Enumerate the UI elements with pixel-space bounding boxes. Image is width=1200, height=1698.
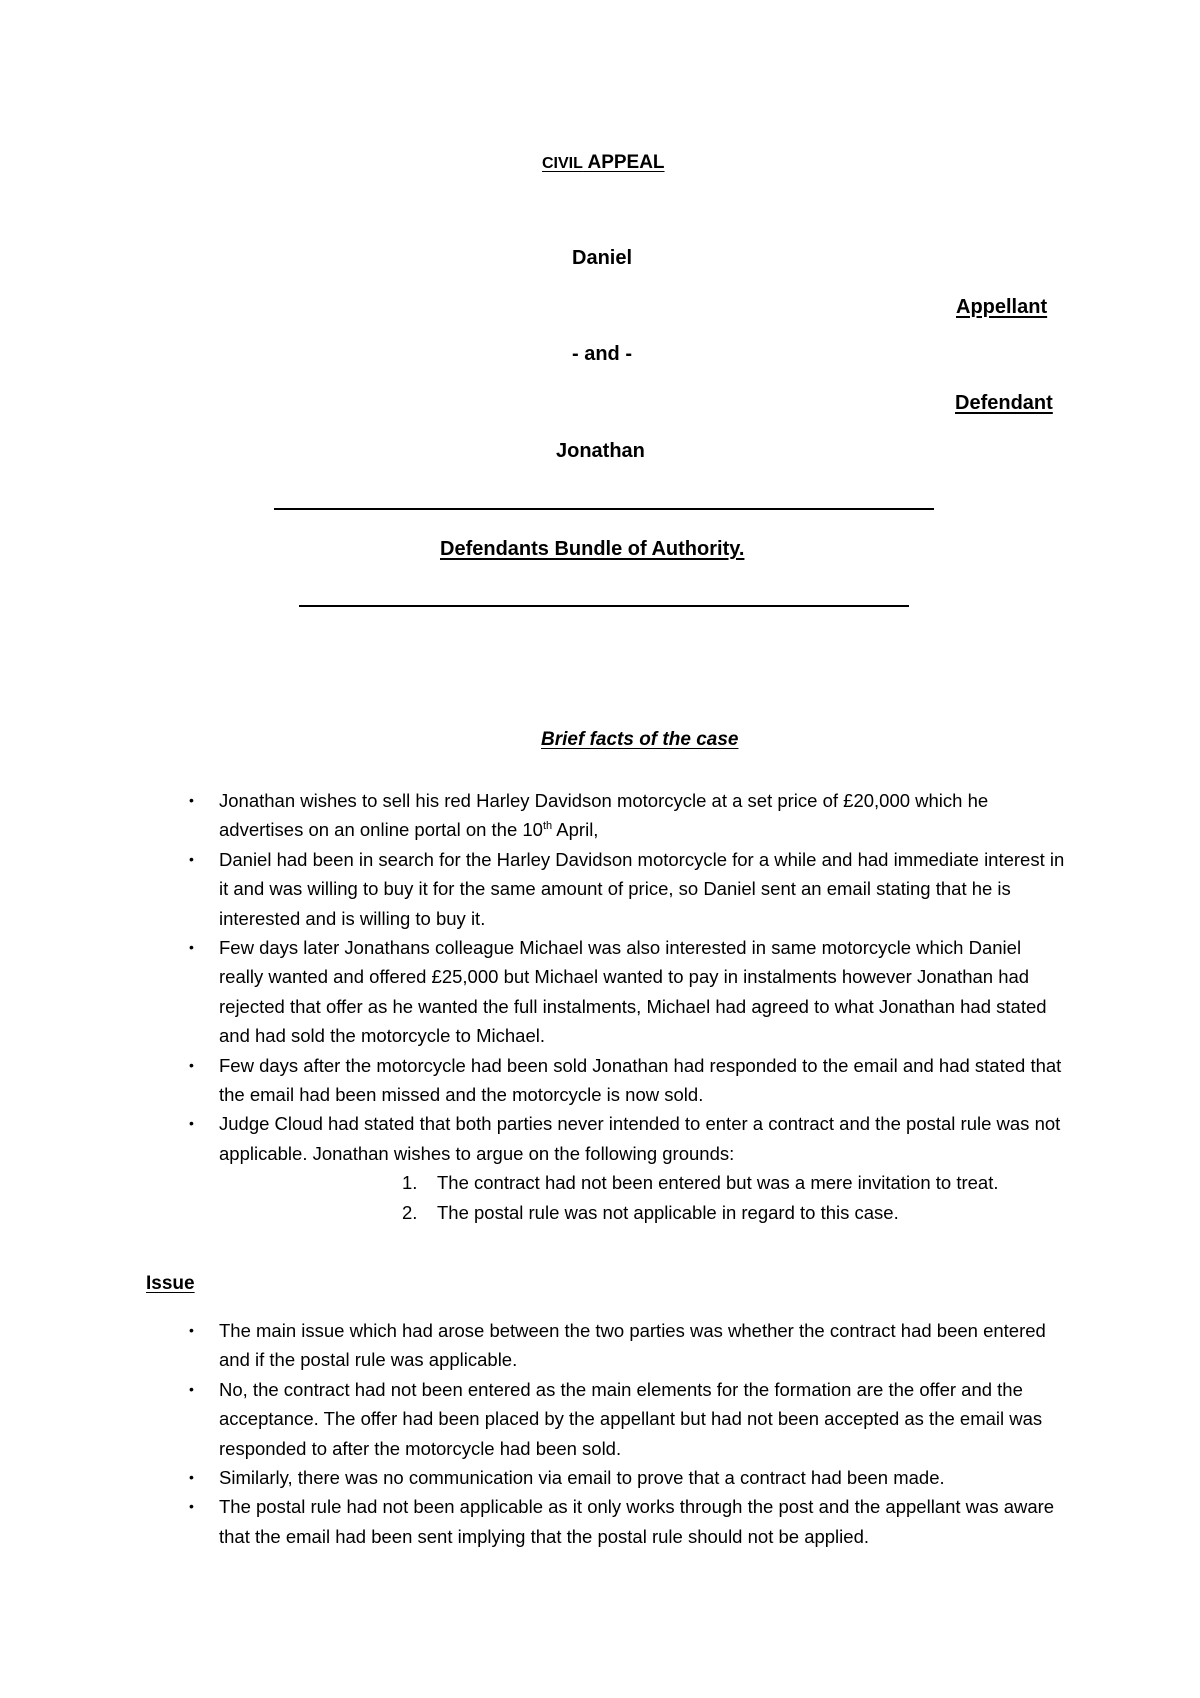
- defendant-role: Defendant: [955, 392, 1053, 414]
- fact-text: Judge Cloud had stated that both parties never intended to enter a contract and the postal rule was not applicable. Jonathan wishes to argue on the following grounds:: [219, 1113, 1061, 1164]
- civil-label: CIVIL: [542, 155, 583, 172]
- list-item: [189, 933, 1069, 1051]
- fact-text: Few days after the motorcycle had been sold Jonathan had responded to the email and had stated that the email had been missed and the motorcycle is now sold.: [219, 1054, 1062, 1106]
- list-item: [189, 1316, 1069, 1375]
- case-type-title: [542, 152, 665, 174]
- issue-list: [189, 1316, 1069, 1551]
- facts-heading: Brief facts of the case: [541, 729, 739, 750]
- facts-list: [189, 786, 1069, 1227]
- bundle-title: Defendants Bundle of Authority.: [440, 538, 745, 560]
- bullet-icon: •: [189, 850, 194, 867]
- appellant-role: Appellant: [956, 296, 1048, 318]
- ground-text: The contract had not been entered but was a mere invitation to treat.: [437, 1172, 999, 1194]
- list-item: [189, 786, 1069, 845]
- list-item: [189, 1492, 1069, 1551]
- list-item: [189, 1463, 1069, 1492]
- ground-item: [402, 1198, 1037, 1227]
- bullet-icon: •: [189, 1115, 194, 1132]
- bullet-icon: •: [189, 939, 194, 956]
- list-item: [189, 1109, 1069, 1227]
- list-item: [189, 1375, 1069, 1463]
- top-divider: [274, 508, 934, 510]
- bullet-icon: •: [189, 1469, 194, 1486]
- appeal-label: APPEAL: [587, 152, 665, 173]
- issue-heading: Issue: [146, 1273, 195, 1294]
- issue-text: No, the contract had not been entered as the main elements for the formation are the offer and the acceptance. The offer had been placed by the appellant but had not been accepted as the email was responded to after the motorcycle had been sold.: [219, 1378, 1043, 1459]
- issue-text: Similarly, there was no communication via email to prove that a contract had been made.: [219, 1467, 945, 1489]
- ground-number: 1.: [402, 1172, 418, 1194]
- issue-text: The main issue which had arose between the two parties was whether the contract had been entered and if the postal rule was applicable.: [219, 1320, 1046, 1371]
- fact-text: Few days later Jonathans colleague Michael was also interested in same motorcycle which Daniel really wanted and offered £25,000 but Michael wanted to pay in instalments however Jonathan had rejected that offer as he wanted the full instalments, Michael had agreed to what Jonathan had stated and had sold the motorcycle to Michael.: [219, 937, 1047, 1047]
- bullet-icon: •: [189, 1056, 194, 1073]
- list-item: [189, 1051, 1069, 1110]
- fact-superscript: th: [542, 820, 553, 833]
- bullet-icon: •: [189, 1380, 194, 1397]
- bullet-icon: •: [189, 1498, 194, 1515]
- grounds-list: [402, 1168, 1037, 1227]
- bottom-divider: [299, 605, 909, 607]
- appellant-name: Daniel: [572, 247, 633, 269]
- ground-number: 2.: [402, 1201, 418, 1223]
- issue-text: The postal rule had not been applicable as it only works through the post and the appellant was aware that the email had been sent implying that the postal rule should not be applied.: [219, 1496, 1055, 1547]
- list-item: [189, 845, 1069, 933]
- defendant-name: Jonathan: [556, 440, 645, 462]
- ground-text: The postal rule was not applicable in regard to this case.: [437, 1201, 899, 1223]
- bullet-icon: •: [189, 792, 194, 808]
- fact-text: Jonathan wishes to sell his red Harley Davidson motorcycle at a set price of £20,000 which he advertises on an online portal on the 10: [219, 790, 989, 841]
- fact-text-tail: April,: [552, 819, 599, 841]
- fact-text: Daniel had been in search for the Harley Davidson motorcycle for a while and had immediate interest in it and was willing to buy it for the same amount of price, so Daniel sent an email stating that he is interested and is willing to buy it.: [219, 848, 1065, 929]
- and-separator: - and -: [572, 343, 632, 365]
- bullet-icon: •: [189, 1322, 194, 1338]
- ground-item: [402, 1168, 1037, 1197]
